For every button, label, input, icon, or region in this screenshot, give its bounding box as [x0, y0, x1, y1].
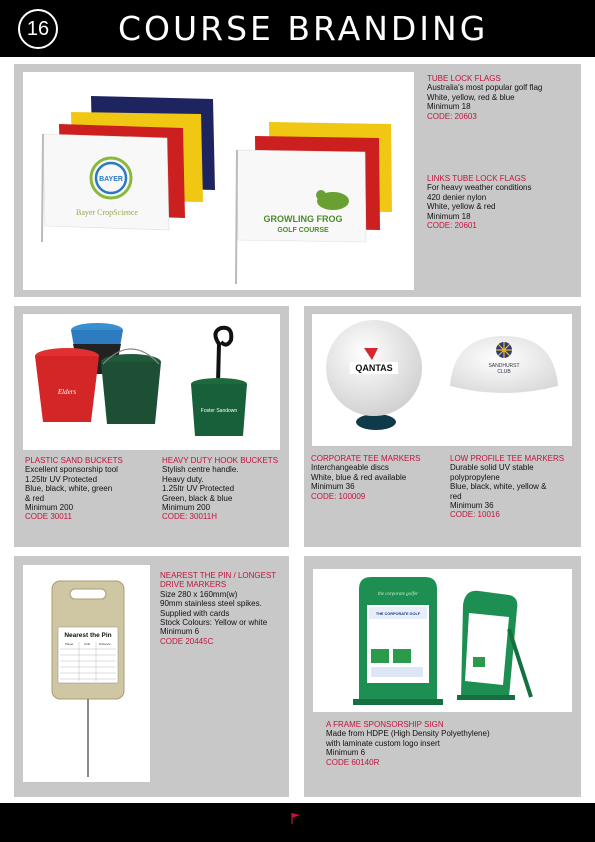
- corporate-line: Minimum 36: [311, 482, 355, 492]
- sandhurst-text-2: CLUB: [497, 369, 511, 375]
- pin-line: Minimum 6: [160, 627, 200, 637]
- sand-line: Excellent sponsorship tool: [25, 465, 118, 475]
- pin-card-title: Nearest the Pin: [64, 632, 112, 639]
- nearest-pin-panel: [14, 556, 289, 797]
- aframe-line: Made from HDPE (High Density Polyethylene): [326, 729, 490, 739]
- aframe-code: CODE 60140R: [326, 757, 380, 767]
- pin-card-col-distance: Distance: [99, 642, 111, 646]
- nearest-pin-info: [160, 571, 288, 646]
- flags-image: [23, 72, 414, 290]
- page-title: COURSE BRANDING: [118, 9, 489, 48]
- pin-line: 90mm stainless steel spikes.: [160, 599, 262, 609]
- tube-line: White, yellow, red & blue: [427, 92, 515, 102]
- a-frame-info: [326, 720, 576, 767]
- page-footer: [0, 803, 595, 842]
- pin-line: Size 280 x 160mm(w): [160, 589, 238, 599]
- tee-markers-image: [312, 314, 572, 446]
- lowprofile-line: Blue, black, white, yellow &: [450, 482, 547, 492]
- buckets-panel: [14, 306, 289, 547]
- a-frame-image: [313, 569, 572, 712]
- buckets-image: [23, 314, 280, 450]
- corporate-tee-info: [311, 454, 447, 501]
- tube-code: CODE: 20603: [427, 111, 477, 121]
- frog-text-2: GOLF COURSE: [277, 227, 329, 234]
- links-line: For heavy weather conditions: [427, 183, 532, 193]
- hook-line: Heavy duty.: [162, 474, 204, 484]
- pin-card-col-player: Player: [65, 642, 74, 646]
- corporate-code: CODE: 100009: [311, 491, 366, 501]
- nearest-pin-title-1: NEAREST THE PIN / LONGEST: [160, 571, 277, 580]
- a-frame-sign-brand: THE CORPORATE GOLF: [375, 612, 421, 616]
- lowprofile-line: polypropylene: [450, 472, 500, 482]
- bayer-sub-text: Bayer CropScience: [76, 208, 138, 217]
- pin-line: Stock Colours: Yellow or white: [160, 618, 268, 628]
- sand-line: 1.25ltr UV Protected: [25, 474, 98, 484]
- sand-line: Blue, black, white, green: [25, 484, 113, 494]
- tube-line: Australia's most popular golf flag: [427, 83, 543, 93]
- sand-buckets-info: [25, 456, 157, 522]
- pin-line: Supplied with cards: [160, 608, 230, 618]
- tube-lock-flags-title: TUBE LOCK FLAGS: [427, 74, 501, 83]
- sand-code: CODE 30011: [25, 512, 72, 522]
- links-line: Minimum 18: [427, 211, 471, 221]
- hook-code: CODE: 30011H: [162, 512, 217, 522]
- nearest-pin-image: [23, 565, 150, 782]
- hook-line: Stylish centre handle.: [162, 465, 239, 475]
- aframe-line: Minimum 6: [326, 748, 366, 758]
- links-code: CODE: 20601: [427, 221, 477, 231]
- links-line: White, yellow & red: [427, 202, 496, 212]
- lowprofile-line: red: [450, 491, 462, 501]
- hook-line: 1.25ltr UV Protected: [162, 484, 235, 494]
- qantas-text: QANTAS: [355, 363, 393, 373]
- sand-buckets-title: PLASTIC SAND BUCKETS: [25, 456, 123, 465]
- sand-line: Minimum 200: [25, 503, 74, 513]
- corporate-line: White, blue & red available: [311, 472, 407, 482]
- page-header: [0, 0, 595, 57]
- elders-text: Elders: [57, 388, 77, 396]
- aframe-line: with laminate custom logo insert: [326, 738, 440, 748]
- hook-buckets-info: [162, 456, 286, 522]
- hook-line: Minimum 200: [162, 503, 211, 513]
- flags-panel: [14, 64, 581, 297]
- tube-line: Minimum 18: [427, 102, 471, 112]
- links-flags-title: LINKS TUBE LOCK FLAGS: [427, 174, 526, 183]
- hook-buckets-title: HEAVY DUTY HOOK BUCKETS: [162, 456, 279, 465]
- links-line: 420 denier nylon: [427, 192, 487, 202]
- a-frame-panel: [304, 556, 581, 797]
- a-frame-title: A FRAME SPONSORSHIP SIGN: [326, 720, 444, 729]
- corporate-line: Interchangeable discs: [311, 463, 389, 473]
- nearest-pin-title-2: DRIVE MARKERS: [160, 580, 227, 590]
- tube-lock-flags-info: [427, 74, 577, 121]
- sand-line: & red: [25, 493, 45, 503]
- frog-text-1: GROWLING FROG: [263, 214, 343, 224]
- flag-logo-icon: [290, 811, 302, 825]
- bayer-logo-text: BAYER: [99, 176, 123, 183]
- pin-card-col-club: Club: [84, 642, 91, 646]
- hook-line: Green, black & blue: [162, 493, 233, 503]
- tee-markers-panel: [304, 306, 581, 547]
- pin-code: CODE 20445C: [160, 636, 214, 646]
- lowprofile-line: Minimum 36: [450, 501, 494, 511]
- lowprofile-line: Durable solid UV stable: [450, 463, 534, 473]
- corporate-tee-title: CORPORATE TEE MARKERS: [311, 454, 421, 463]
- low-profile-tee-title: LOW PROFILE TEE MARKERS: [450, 454, 565, 463]
- racv-text: Foster Sandown: [200, 408, 238, 414]
- page-number: 16: [18, 9, 58, 49]
- links-flags-info: [427, 174, 577, 230]
- lowprofile-code: CODE: 10016: [450, 510, 500, 520]
- sandhurst-text-1: SANDHURST: [488, 363, 520, 369]
- a-frame-sign-top: the corporate golfer: [377, 592, 419, 597]
- low-profile-tee-info: [450, 454, 578, 520]
